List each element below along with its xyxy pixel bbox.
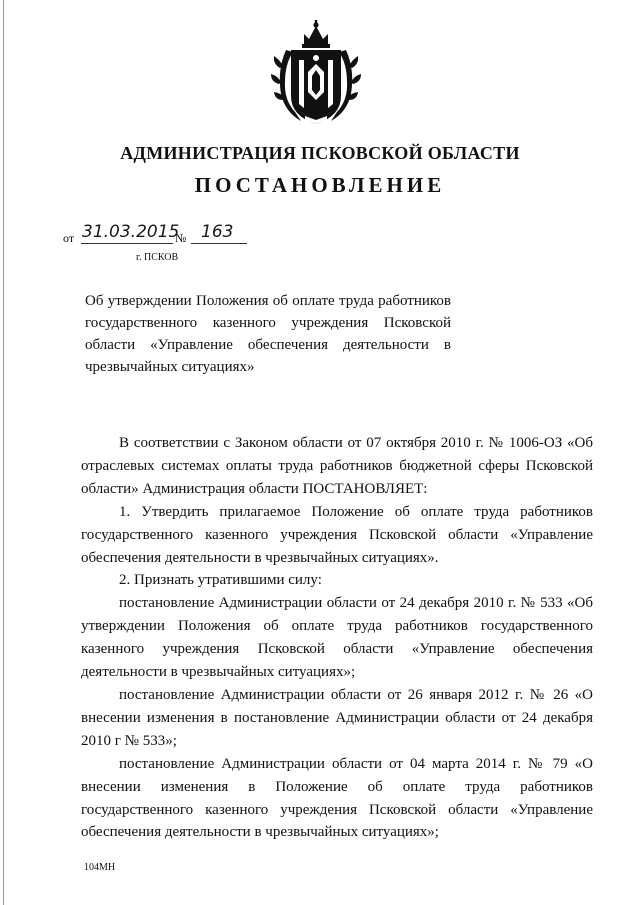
coat-of-arms-icon [271,20,361,132]
body-paragraph: 1. Утвердить прилагаемое Положение об оплате труда работников государственного казенного учреждения Псковской области «Управление обеспечения деятельности в чрезвычайных ситуациях». [81,503,593,566]
date-prefix: от [63,231,75,245]
organization-title: АДМИНИСТРАЦИЯ ПСКОВСКОЙ ОБЛАСТИ [120,143,520,163]
document-subject: Об утверждении Положения об оплате труда работников государственного казенного учреждения Псковской области «Управление обеспечения деятельности в чрезвычайных ситуациях» [85,293,451,375]
scan-edge-line [3,0,4,905]
document-number: 163 [201,222,234,242]
number-prefix: № [175,231,187,245]
date-underline [81,243,173,244]
document-type-title: ПОСТАНОВЛЕНИЕ [194,173,446,197]
city-label: г. ПСКОВ [136,252,179,263]
footer-code: 104МН [84,862,116,873]
body-paragraph: В соответствии с Законом области от 07 октября 2010 г. № 1006-ОЗ «Об отраслевых системах оплаты труда работников бюджетной сферы Псковской области» Администрация области ПОСТАНОВЛЯЕТ: [81,435,593,497]
body-paragraph: постановление Администрации области от 26 января 2012 г. № 26 «О внесении изменения в постановление Администрации области от 24 декабря 2010 г № 533»; [81,686,593,749]
body-paragraph: постановление Администрации области от 04 марта 2014 г. № 79 «О внесении изменения в Положение об оплате труда работников государственного казенного учреждения Псковской области «Управление обеспечения деятельности в чрезвычайных ситуациях»; [81,755,593,841]
document-reference [63,222,253,246]
number-underline [191,243,247,244]
document-body [81,432,593,844]
body-paragraph: постановление Администрации области от 24 декабря 2010 г. № 533 «Об утверждении Положения об оплате труда работников государственного казенного учреждения Псковской области «Управление обеспечения деятельности в чрезвычайных ситуациях»; [81,595,593,681]
document-date: 31.03.2015 [82,222,180,242]
body-paragraph: 2. Признать утратившими силу: [119,572,322,589]
